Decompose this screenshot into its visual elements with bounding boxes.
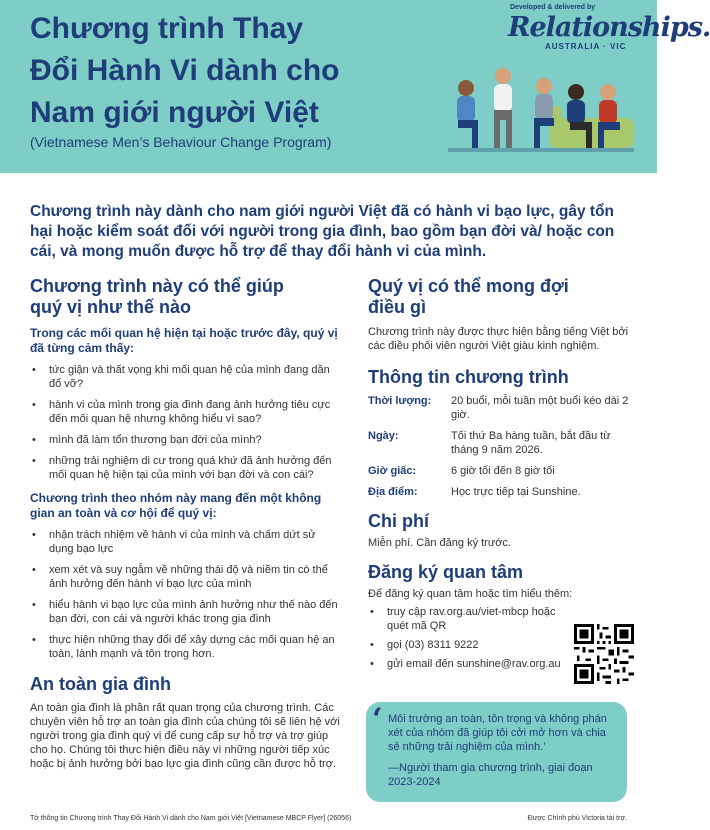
info-row <box>368 429 630 457</box>
header-banner <box>0 0 710 173</box>
section-heading-cost: Chi phí <box>368 511 429 531</box>
contact-phone[interactable]: • gọi (03) 8311 9222 <box>368 638 568 652</box>
safety-section <box>30 674 340 771</box>
page-title <box>30 8 430 134</box>
list-item: • những trải nghiệm di cư trong quá khứ đã ảnh hưởng đến mối quan hệ hiện tại của mình với bạn đời và con cái? <box>30 454 340 482</box>
info-label: Địa điểm: <box>368 486 418 498</box>
expect-text: Chương trình này được thực hiện bằng tiếng Việt bởi các điều phối viên người Việt giàu kinh nghiệm. <box>368 326 629 352</box>
info-value: 6 giờ tối đến 8 giờ tối <box>451 465 555 477</box>
feelings-list <box>30 363 340 482</box>
heading-line: điều gì <box>368 297 426 317</box>
info-value: Học trực tiếp tại Sunshine. <box>451 486 581 498</box>
contact-email[interactable]: • gửi email đến sunshine@rav.org.au <box>368 657 568 671</box>
left-column <box>30 276 340 661</box>
testimonial-box <box>366 702 627 802</box>
section-heading-expect <box>368 276 630 318</box>
title-line: Chương trình Thay <box>30 12 304 45</box>
list-item: • xem xét và suy ngẫm về những thái độ và niềm tin có thể ảnh hưởng đến hành vi bạo lực của mình <box>30 563 340 591</box>
title-line: Nam giới người Việt <box>30 96 319 129</box>
opportunities-list <box>30 528 340 661</box>
contact-website[interactable]: • truy cập rav.org.au/viet-mbcp hoặc quét mã QR <box>368 605 568 633</box>
section-heading-register: Đăng ký quan tâm <box>368 562 524 582</box>
question-1: Trong các mối quan hệ hiện tại hoặc trước đây, quý vị đã từng cảm thấy: <box>30 326 338 355</box>
program-info-table <box>368 394 630 499</box>
testimonial-quote: Môi trường an toàn, tôn trọng và không phán xét của nhóm đã giúp tôi cởi mở hơn và chia sẻ những trải nghiệm của mình.’ <box>388 713 607 753</box>
footer-funding: Được Chính phủ Victoria tài trợ. <box>527 815 627 822</box>
intro-text: Chương trình này dành cho nam giới người Việt đã có hành vi bạo lực, gây tổn hại hoặc kiểm soát đối với người trong gia đình, bao gồm bạn đời và/ hoặc con cái, và mong muốn được hỗ trợ để thay đổi hành vi của mình. <box>30 203 615 260</box>
info-row <box>368 464 630 478</box>
info-row <box>368 485 630 499</box>
question-2: Chương trình theo nhóm này mang đến một không gian an toàn và cơ hội để quý vị: <box>30 491 322 520</box>
info-row <box>368 394 630 422</box>
info-label: Giờ giấc: <box>368 465 417 477</box>
info-value: Tối thứ Ba hàng tuần, bắt đầu từ tháng 9 năm 2026. <box>451 430 611 456</box>
section-heading-help <box>30 276 340 318</box>
info-label: Ngày: <box>368 430 399 442</box>
list-item: • thực hiện những thay đổi để xây dựng các mối quan hệ an toàn, lành mạnh và tôn trọng hơn. <box>30 633 340 661</box>
footer-document-info: Tờ thông tin Chương trình Thay Đổi Hành Vi dành cho Nam giới Việt [Vietnamese MBCP Flyer] (26056) <box>30 815 352 822</box>
heading-line: quý vị như thế nào <box>30 297 192 317</box>
brand-region: AUSTRALIA · VIC <box>545 42 627 51</box>
section-heading-info: Thông tin chương trình <box>368 367 569 387</box>
brand-tagline: Developed & delivered by <box>510 4 596 11</box>
title-line: Đổi Hành Vi dành cho <box>30 54 340 87</box>
page-subtitle: (Vietnamese Men’s Behaviour Change Program) <box>30 134 332 150</box>
cost-text: Miễn phí. Cần đăng ký trước. <box>368 537 511 549</box>
list-item: • nhận trách nhiệm về hành vi của mình và chấm dứt sử dụng bạo lực <box>30 528 340 556</box>
list-item: • hiểu hành vi bạo lực của mình ảnh hưởng như thế nào đến bạn đời, con cái và người khác trong gia đình <box>30 598 340 626</box>
heading-line: Chương trình này có thể giúp <box>30 276 284 296</box>
list-item: • hành vi của mình trong gia đình đang ảnh hưởng tiêu cực đến mối quan hệ nhưng không hiểu vì sao? <box>30 398 340 426</box>
info-label: Thời lượng: <box>368 395 432 407</box>
section-heading-safety: An toàn gia đình <box>30 674 171 694</box>
list-item: • tức giận và thất vọng khi mối quan hệ của mình đang dần đổ vỡ? <box>30 363 340 391</box>
info-value: 20 buổi, mỗi tuần một buổi kéo dài 2 giờ. <box>451 395 629 421</box>
group-illustration <box>448 56 634 166</box>
quote-mark-icon: ‘ <box>372 702 383 737</box>
contact-list <box>368 605 568 671</box>
heading-line: Quý vị có thể mong đợi <box>368 276 569 296</box>
brand-logo: Relationships. <box>508 12 710 43</box>
register-text: Để đăng ký quan tâm hoặc tìm hiểu thêm: <box>368 588 573 600</box>
list-item: • mình đã làm tổn thương bạn đời của mình? <box>30 433 340 447</box>
safety-text: An toàn gia đình là phần rất quan trọng của chương trình. Các chuyên viên hỗ trợ an toàn gia đình của chúng tôi sẽ liên hệ với người trong gia đình quý vị để cung cấp sự hỗ trợ và trợ giúp cho họ. Chúng tôi thực hiện điều này vì những người tiếp xúc hoặc bị ảnh hưởng bởi bạo lực gia đình cũng cần được hỗ trợ. <box>30 702 340 770</box>
qr-code[interactable] <box>574 624 634 684</box>
right-column <box>368 276 630 671</box>
testimonial-attribution: —Người tham gia chương trình, giai đoạn 2023-2024 <box>388 762 593 788</box>
